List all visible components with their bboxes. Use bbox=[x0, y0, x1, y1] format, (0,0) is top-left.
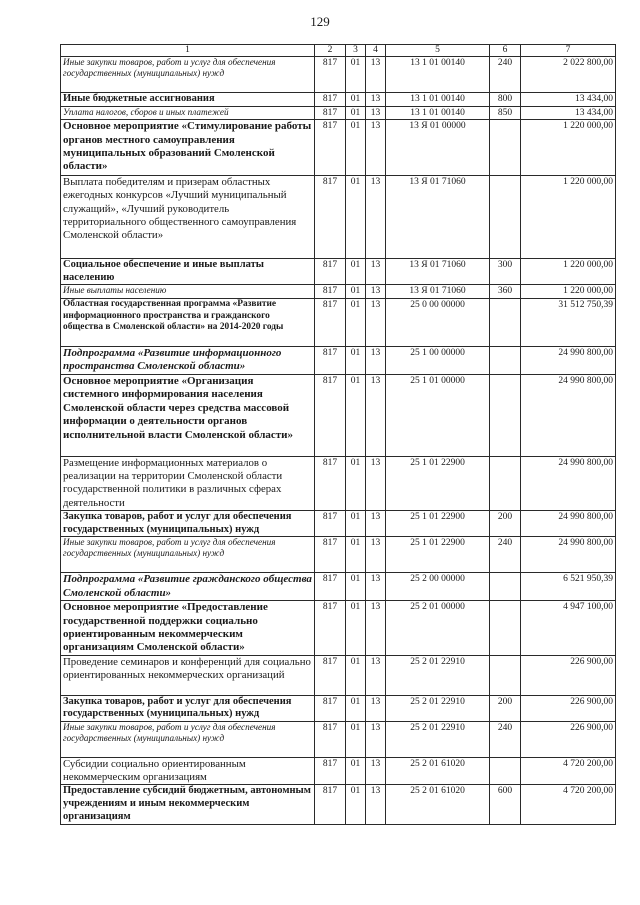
row-section: 01 bbox=[346, 346, 366, 374]
row-target-article: 13 1 01 00140 bbox=[386, 93, 490, 107]
row-name: Уплата налогов, сборов и иных платежей bbox=[61, 106, 315, 120]
header-cell: 6 bbox=[490, 45, 521, 57]
row-section: 01 bbox=[346, 176, 366, 259]
row-section: 01 bbox=[346, 106, 366, 120]
row-amount: 4 720 200,00 bbox=[521, 757, 616, 784]
row-amount: 226 900,00 bbox=[521, 721, 616, 757]
row-amount: 1 220 000,00 bbox=[521, 176, 616, 259]
row-expense-type: 200 bbox=[490, 695, 521, 721]
row-name: Закупка товаров, работ и услуг для обеспечения государственных (муниципальных) нужд bbox=[61, 510, 315, 536]
table-row bbox=[61, 695, 616, 721]
row-amount: 24 990 800,00 bbox=[521, 510, 616, 536]
row-subsection: 13 bbox=[366, 106, 386, 120]
table-row bbox=[61, 721, 616, 757]
row-amount: 24 990 800,00 bbox=[521, 456, 616, 510]
table-row bbox=[61, 785, 616, 825]
row-expense-type: 850 bbox=[490, 106, 521, 120]
row-target-article: 13 Я 01 71060 bbox=[386, 285, 490, 299]
row-target-article: 13 Я 01 71060 bbox=[386, 176, 490, 259]
row-section: 01 bbox=[346, 57, 366, 93]
row-target-article: 25 2 01 22910 bbox=[386, 721, 490, 757]
row-expense-type: 360 bbox=[490, 285, 521, 299]
row-amount: 24 990 800,00 bbox=[521, 537, 616, 573]
row-expense-type bbox=[490, 120, 521, 176]
row-amount: 13 434,00 bbox=[521, 93, 616, 107]
row-section: 01 bbox=[346, 456, 366, 510]
row-target-article: 25 2 01 00000 bbox=[386, 601, 490, 656]
row-expense-type bbox=[490, 456, 521, 510]
row-amount: 24 990 800,00 bbox=[521, 346, 616, 374]
row-expense-type: 600 bbox=[490, 785, 521, 825]
row-target-article: 13 Я 01 71060 bbox=[386, 259, 490, 285]
table-row bbox=[61, 259, 616, 285]
row-subsection: 13 bbox=[366, 510, 386, 536]
row-subsection: 13 bbox=[366, 721, 386, 757]
row-code: 817 bbox=[315, 259, 346, 285]
row-code: 817 bbox=[315, 573, 346, 601]
row-subsection: 13 bbox=[366, 298, 386, 346]
row-target-article: 13 1 01 00140 bbox=[386, 57, 490, 93]
row-subsection: 13 bbox=[366, 456, 386, 510]
row-section: 01 bbox=[346, 510, 366, 536]
table-header-row bbox=[61, 45, 616, 57]
row-subsection: 13 bbox=[366, 93, 386, 107]
row-target-article: 25 2 01 61020 bbox=[386, 757, 490, 784]
row-amount: 226 900,00 bbox=[521, 655, 616, 695]
table-row bbox=[61, 510, 616, 536]
header-cell: 1 bbox=[61, 45, 315, 57]
row-code: 817 bbox=[315, 346, 346, 374]
table-row bbox=[61, 757, 616, 784]
row-section: 01 bbox=[346, 695, 366, 721]
row-target-article: 25 2 00 00000 bbox=[386, 573, 490, 601]
row-code: 817 bbox=[315, 93, 346, 107]
table-row bbox=[61, 120, 616, 176]
row-subsection: 13 bbox=[366, 573, 386, 601]
row-target-article: 25 1 01 22900 bbox=[386, 456, 490, 510]
table-row bbox=[61, 298, 616, 346]
row-subsection: 13 bbox=[366, 374, 386, 456]
row-subsection: 13 bbox=[366, 120, 386, 176]
row-name: Основное мероприятие «Организация системного информирования населения Смоленской области через средства массовой информации о деятельности органов исполнительной власти Смоленской области» bbox=[61, 374, 315, 456]
row-subsection: 13 bbox=[366, 695, 386, 721]
row-code: 817 bbox=[315, 285, 346, 299]
row-section: 01 bbox=[346, 757, 366, 784]
row-expense-type bbox=[490, 757, 521, 784]
row-name: Подпрограмма «Развитие информационного пространства Смоленской области» bbox=[61, 346, 315, 374]
row-name: Проведение семинаров и конференций для социально ориентированных некоммерческих организаций bbox=[61, 655, 315, 695]
row-name: Размещение информационных материалов о реализации на территории Смоленской области государственной политики в различных сферах деятельности bbox=[61, 456, 315, 510]
table-row bbox=[61, 573, 616, 601]
row-name: Иные закупки товаров, работ и услуг для обеспечения государственных (муниципальных) нужд bbox=[61, 537, 315, 573]
row-code: 817 bbox=[315, 601, 346, 656]
row-amount: 31 512 750,39 bbox=[521, 298, 616, 346]
row-target-article: 25 1 01 22900 bbox=[386, 510, 490, 536]
header-cell: 2 bbox=[315, 45, 346, 57]
row-amount: 1 220 000,00 bbox=[521, 285, 616, 299]
header-cell: 5 bbox=[386, 45, 490, 57]
row-expense-type bbox=[490, 176, 521, 259]
row-subsection: 13 bbox=[366, 757, 386, 784]
row-target-article: 25 1 01 22900 bbox=[386, 537, 490, 573]
row-target-article: 25 2 01 22910 bbox=[386, 695, 490, 721]
row-subsection: 13 bbox=[366, 537, 386, 573]
row-section: 01 bbox=[346, 655, 366, 695]
row-name: Основное мероприятие «Стимулирование работы органов местного самоуправления муниципальных образований Смоленской области» bbox=[61, 120, 315, 176]
row-amount: 24 990 800,00 bbox=[521, 374, 616, 456]
row-target-article: 25 2 01 22910 bbox=[386, 655, 490, 695]
row-code: 817 bbox=[315, 374, 346, 456]
table-row bbox=[61, 57, 616, 93]
row-target-article: 25 1 00 00000 bbox=[386, 346, 490, 374]
row-subsection: 13 bbox=[366, 601, 386, 656]
budget-table bbox=[60, 44, 616, 825]
row-section: 01 bbox=[346, 374, 366, 456]
row-section: 01 bbox=[346, 601, 366, 656]
table-row bbox=[61, 601, 616, 656]
row-section: 01 bbox=[346, 120, 366, 176]
row-code: 817 bbox=[315, 120, 346, 176]
row-amount: 4 720 200,00 bbox=[521, 785, 616, 825]
row-amount: 4 947 100,00 bbox=[521, 601, 616, 656]
row-subsection: 13 bbox=[366, 176, 386, 259]
row-name: Выплата победителям и призерам областных ежегодных конкурсов «Лучший муниципальный служащий», «Лучший руководитель территориального общественного самоуправления Смоленской области» bbox=[61, 176, 315, 259]
row-amount: 226 900,00 bbox=[521, 695, 616, 721]
row-name: Социальное обеспечение и иные выплаты населению bbox=[61, 259, 315, 285]
row-section: 01 bbox=[346, 721, 366, 757]
row-code: 817 bbox=[315, 510, 346, 536]
row-subsection: 13 bbox=[366, 285, 386, 299]
row-code: 817 bbox=[315, 785, 346, 825]
row-target-article: 25 1 01 00000 bbox=[386, 374, 490, 456]
row-expense-type bbox=[490, 573, 521, 601]
row-expense-type: 240 bbox=[490, 721, 521, 757]
row-code: 817 bbox=[315, 57, 346, 93]
row-code: 817 bbox=[315, 456, 346, 510]
row-section: 01 bbox=[346, 298, 366, 346]
row-name: Иные бюджетные ассигнования bbox=[61, 93, 315, 107]
row-name: Закупка товаров, работ и услуг для обеспечения государственных (муниципальных) нужд bbox=[61, 695, 315, 721]
row-subsection: 13 bbox=[366, 259, 386, 285]
header-cell: 4 bbox=[366, 45, 386, 57]
row-code: 817 bbox=[315, 695, 346, 721]
row-name: Предоставление субсидий бюджетным, автономным учреждениям и иным некоммерческим организациям bbox=[61, 785, 315, 825]
row-amount: 2 022 800,00 bbox=[521, 57, 616, 93]
row-name: Субсидии социально ориентированным некоммерческим организациям bbox=[61, 757, 315, 784]
header-cell: 3 bbox=[346, 45, 366, 57]
row-amount: 1 220 000,00 bbox=[521, 259, 616, 285]
row-target-article: 13 1 01 00140 bbox=[386, 106, 490, 120]
row-expense-type bbox=[490, 655, 521, 695]
table-row bbox=[61, 106, 616, 120]
table-row bbox=[61, 374, 616, 456]
header-cell: 7 bbox=[521, 45, 616, 57]
row-subsection: 13 bbox=[366, 785, 386, 825]
row-subsection: 13 bbox=[366, 655, 386, 695]
row-section: 01 bbox=[346, 259, 366, 285]
row-expense-type: 200 bbox=[490, 510, 521, 536]
row-expense-type bbox=[490, 346, 521, 374]
table-row bbox=[61, 346, 616, 374]
row-section: 01 bbox=[346, 573, 366, 601]
row-expense-type: 300 bbox=[490, 259, 521, 285]
table-row bbox=[61, 655, 616, 695]
table-row bbox=[61, 93, 616, 107]
row-name: Областная государственная программа «Развитие информационного пространства и гражданского общества в Смоленской области» на 2014-2020 годы bbox=[61, 298, 315, 346]
row-subsection: 13 bbox=[366, 57, 386, 93]
row-section: 01 bbox=[346, 785, 366, 825]
row-expense-type bbox=[490, 601, 521, 656]
row-name: Основное мероприятие «Предоставление государственной поддержки социально ориентированным некоммерческим организациям Смоленской области» bbox=[61, 601, 315, 656]
row-expense-type: 240 bbox=[490, 57, 521, 93]
row-amount: 1 220 000,00 bbox=[521, 120, 616, 176]
row-code: 817 bbox=[315, 298, 346, 346]
row-code: 817 bbox=[315, 721, 346, 757]
page-number: 129 bbox=[310, 14, 330, 29]
row-amount: 13 434,00 bbox=[521, 106, 616, 120]
row-expense-type: 240 bbox=[490, 537, 521, 573]
row-expense-type bbox=[490, 298, 521, 346]
table-row bbox=[61, 537, 616, 573]
row-name: Иные закупки товаров, работ и услуг для обеспечения государственных (муниципальных) нужд bbox=[61, 721, 315, 757]
row-code: 817 bbox=[315, 176, 346, 259]
row-section: 01 bbox=[346, 93, 366, 107]
row-target-article: 13 Я 01 00000 bbox=[386, 120, 490, 176]
row-subsection: 13 bbox=[366, 346, 386, 374]
row-code: 817 bbox=[315, 537, 346, 573]
table-row bbox=[61, 456, 616, 510]
table-row bbox=[61, 176, 616, 259]
table-row bbox=[61, 285, 616, 299]
row-name: Подпрограмма «Развитие гражданского общества Смоленской области» bbox=[61, 573, 315, 601]
row-target-article: 25 2 01 61020 bbox=[386, 785, 490, 825]
row-amount: 6 521 950,39 bbox=[521, 573, 616, 601]
row-expense-type: 800 bbox=[490, 93, 521, 107]
row-name: Иные выплаты населению bbox=[61, 285, 315, 299]
row-code: 817 bbox=[315, 757, 346, 784]
row-target-article: 25 0 00 00000 bbox=[386, 298, 490, 346]
row-expense-type bbox=[490, 374, 521, 456]
row-name: Иные закупки товаров, работ и услуг для обеспечения государственных (муниципальных) нужд bbox=[61, 57, 315, 93]
row-code: 817 bbox=[315, 655, 346, 695]
row-section: 01 bbox=[346, 285, 366, 299]
row-code: 817 bbox=[315, 106, 346, 120]
row-section: 01 bbox=[346, 537, 366, 573]
